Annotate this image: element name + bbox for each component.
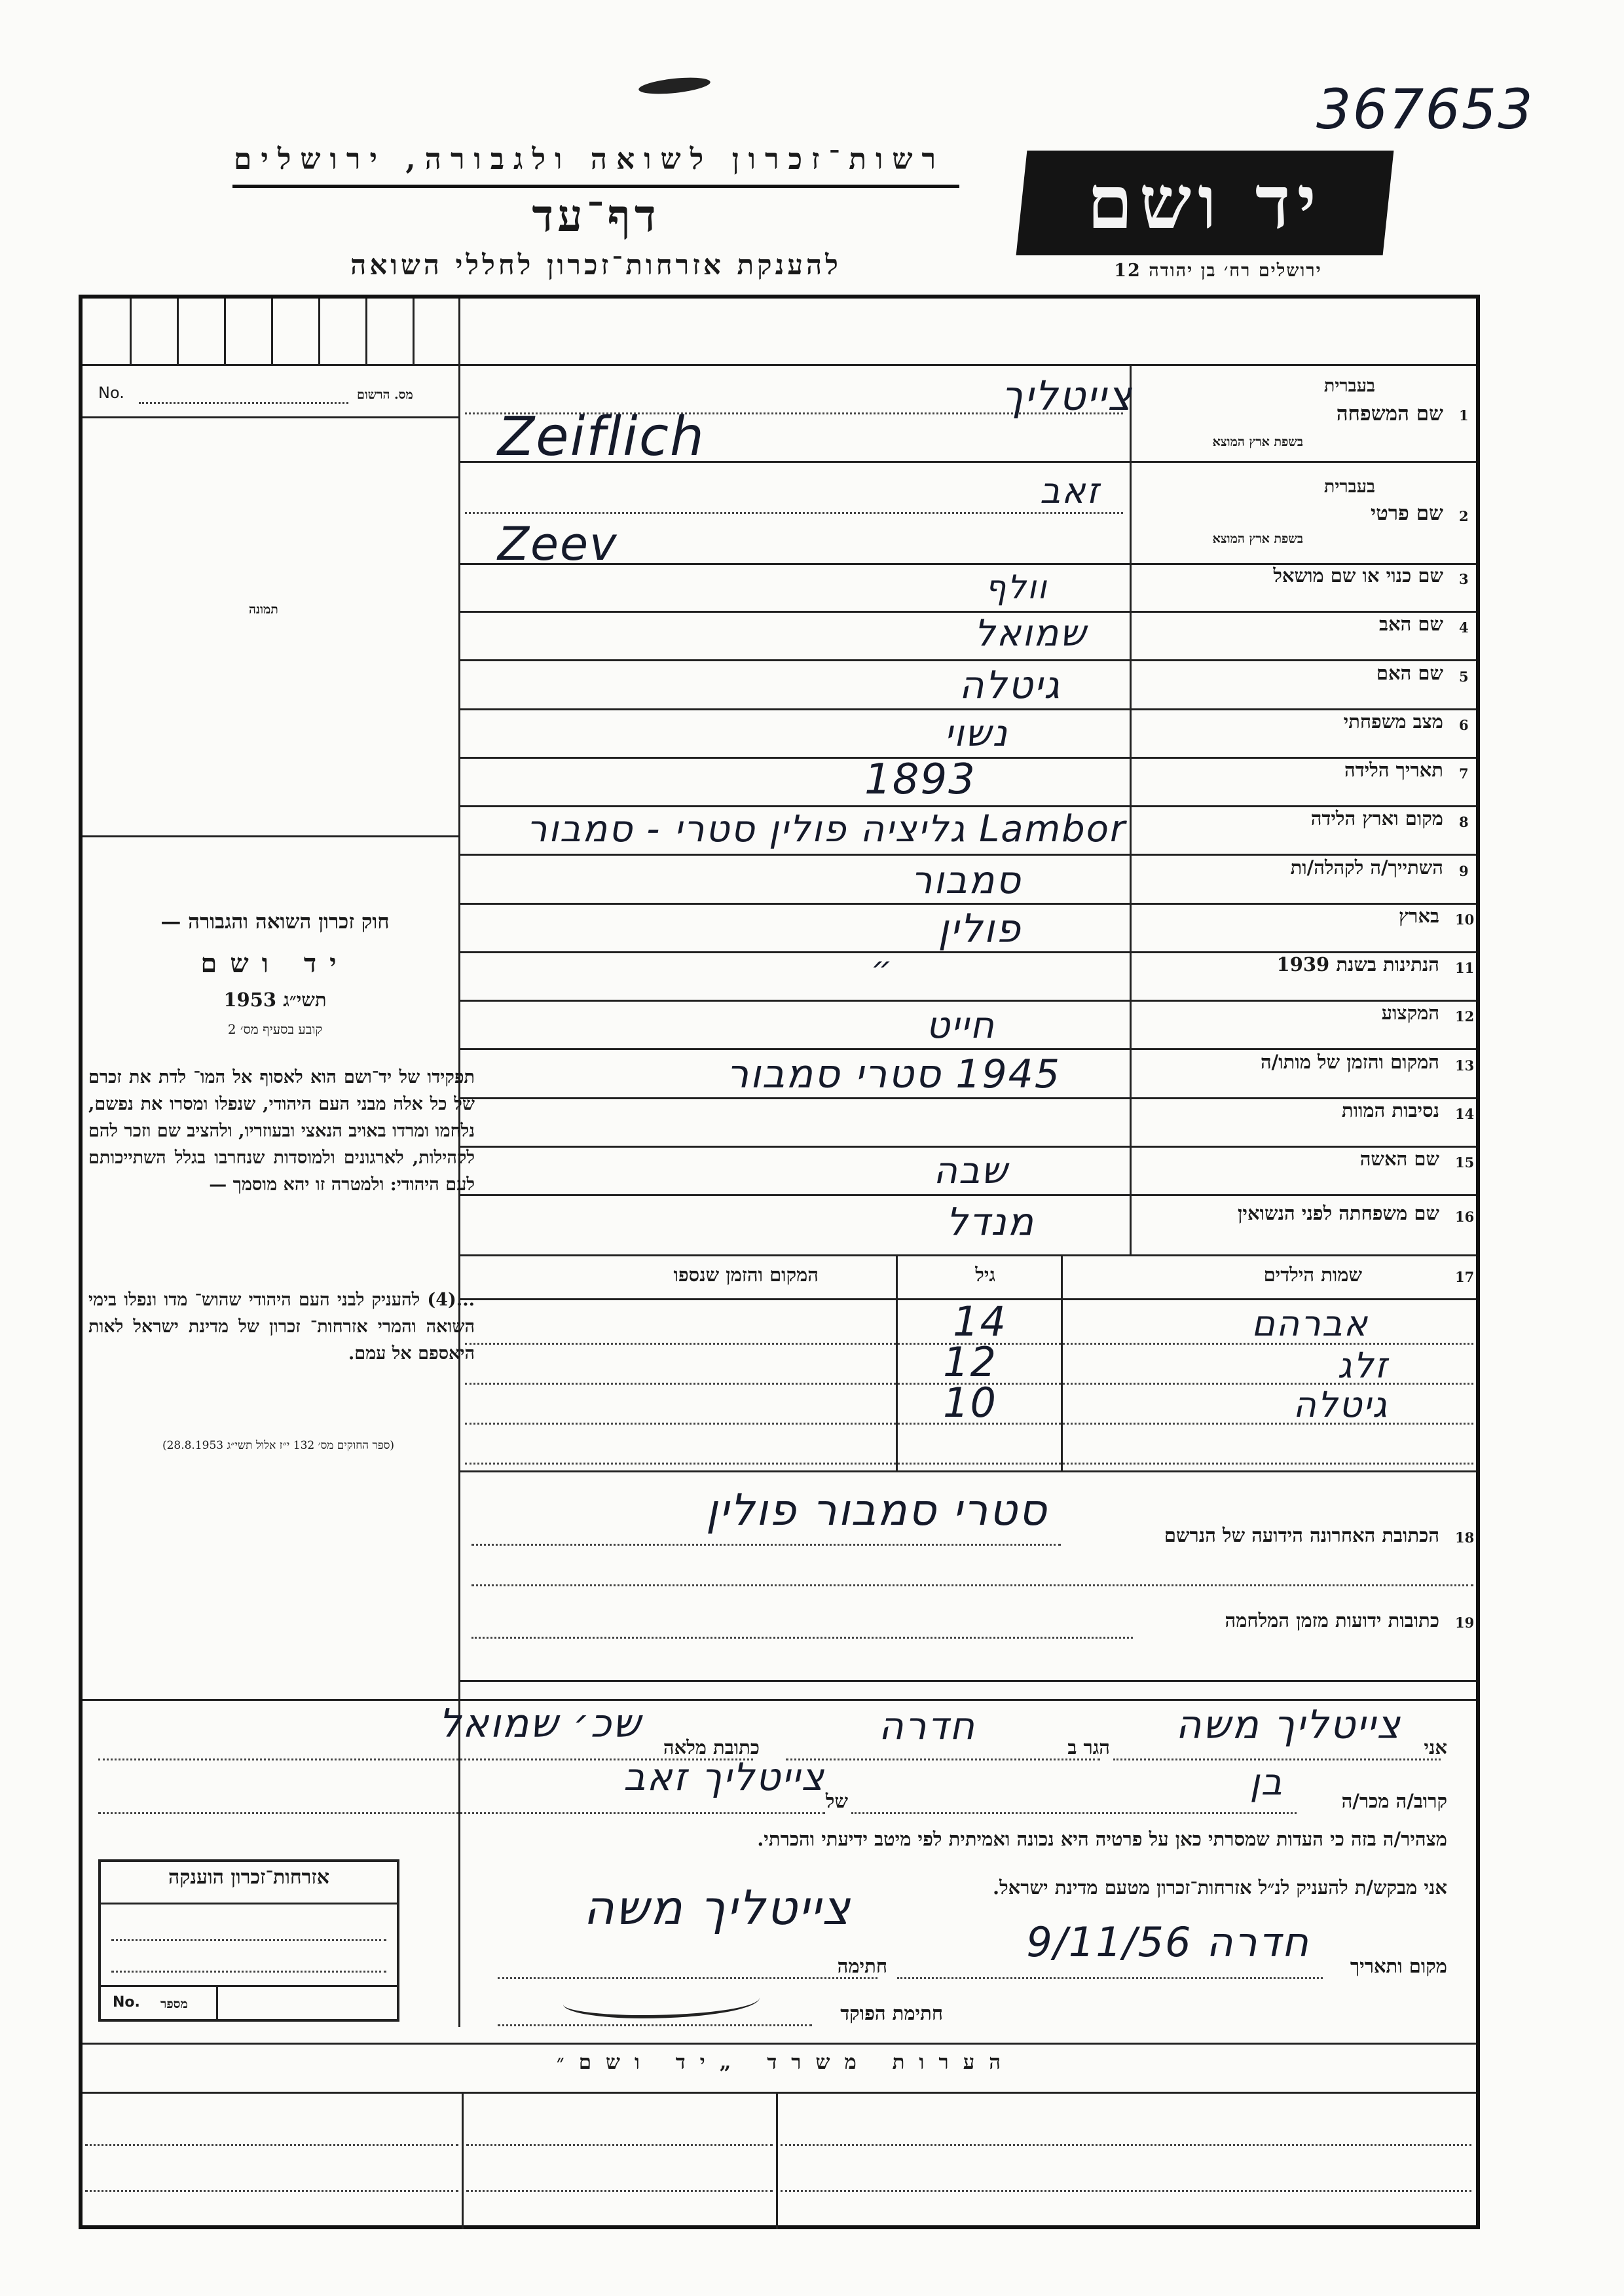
field-8-number: 8 (1459, 814, 1469, 830)
field-13-number: 13 (1455, 1057, 1475, 1074)
lower-left-divider (462, 2092, 464, 2229)
field-2-label: שם פרטי (1370, 501, 1443, 525)
top-scribble (638, 75, 711, 96)
field-1-origin-label: בשפת ארץ המוצא (1212, 435, 1303, 449)
field-10-number: 10 (1455, 911, 1475, 928)
stamp-title: אזרחות־זכרון הוענקה (168, 1866, 330, 1889)
declaration-request: אני מבקש/ת להעניק לנ״ל אזרחות־זכרון מטעם מדינת ישראל. (993, 1876, 1447, 1899)
field-14-number: 14 (1455, 1106, 1475, 1122)
field-2-hebrew-label: בעברית (1323, 477, 1375, 497)
field-11-number: 11 (1455, 960, 1475, 976)
yad-vashem-logo (1016, 151, 1394, 255)
field-5-label: שם האם (1376, 662, 1443, 684)
wife-name-value[interactable]: שבה (933, 1150, 1008, 1192)
last-address-value[interactable]: סטרי סמבור פולין (705, 1485, 1048, 1535)
relative-label: קרוב/ה מכר/ה (1341, 1790, 1447, 1812)
field-1-hebrew-label: בעברית (1323, 376, 1375, 396)
field-6-label: מצב משפחתי (1343, 710, 1443, 733)
field-16-label: שם משפחתה לפני הנשואין (1238, 1202, 1439, 1224)
field-1-number: 1 (1459, 407, 1469, 424)
office-notes-header: הערות משרד „יד ושם״ (556, 2050, 1016, 2074)
field-14-label: נסיבות המוות (1341, 1099, 1439, 1121)
nickname-value[interactable]: וולף (985, 568, 1048, 606)
birth-place-value[interactable]: Lambor גליציה פולין סטרי - סמבור (526, 808, 1126, 850)
field-1-label: שם המשפחה (1336, 402, 1443, 426)
photo-box-bottom (83, 835, 458, 837)
declarant-name[interactable]: צייטליך משה (1175, 1702, 1401, 1748)
marital-status-value[interactable]: נשוי (944, 712, 1008, 755)
law-year: תשי״ג 1953 (223, 989, 327, 1011)
child-1-age[interactable]: 14 (953, 1298, 1007, 1345)
law-text-1: תפקידו של יד־ושם הוא לאסוף אל המו־ לדת את זכרם של כל אלה מבני העם היהודי, שנפלו ומסרו את נפשם, נלחמו ומרדו באויב הנאצי ובעוזריו, ולהציב שם וזכר להם לקהילות, לארגונים ולמוסדות שנחרבו בגלל השתייכותם לעם היהודי: ולמטרה זו יהא מוסמך — (88, 1067, 475, 1195)
logo-text: יד ושם (1086, 160, 1323, 246)
lower-mid-divider (776, 2092, 778, 2229)
birth-date-value[interactable]: 1893 (864, 756, 976, 804)
officer-signature-label: חתימת הפוקד (840, 2002, 943, 2024)
last-address-label: הכתובת האחרונה הידועה של הנרשם (1164, 1524, 1439, 1546)
field-7-number: 7 (1459, 765, 1469, 782)
field-13-label: המקום והזמן של מותו/ה (1260, 1051, 1439, 1073)
law-section: קובע בסעיף מס׳ 2 (227, 1021, 323, 1037)
authority-line: רשות־זכרון לשואה ולגבורה, ירושלים (233, 143, 946, 176)
form-subtitle: להענקת אזרחות־זכרון לחללי השואה (350, 249, 841, 281)
field-3-number: 3 (1459, 571, 1469, 587)
field-10-label: בארץ (1399, 905, 1439, 927)
field-5-number: 5 (1459, 668, 1469, 685)
place-date-label: מקום ותאריך (1350, 1955, 1447, 1977)
declarant-city[interactable]: חדרה (878, 1704, 976, 1748)
declarant-signature[interactable]: צייטליך משה (583, 1880, 851, 1935)
field-4-label: שם האב (1378, 613, 1443, 635)
field-17-number: 17 (1455, 1269, 1475, 1285)
field-12-label: המקצוע (1381, 1002, 1439, 1024)
mother-name-value[interactable]: גיטלה (959, 663, 1061, 707)
field-19-number: 19 (1455, 1614, 1475, 1631)
stamp-number-label: מספר (160, 1997, 188, 2011)
field-15-number: 15 (1455, 1154, 1475, 1171)
field-11-label: הנתינות בשנת 1939 (1276, 953, 1439, 975)
firstname-hebrew-value[interactable]: זאב (1039, 470, 1100, 511)
community-value[interactable]: סמבור (910, 858, 1022, 902)
declaration-ani: אני (1424, 1736, 1447, 1758)
child-2-age[interactable]: 12 (943, 1338, 997, 1386)
field-2-number: 2 (1459, 508, 1469, 524)
surname-latin-value[interactable]: Zeiflich (498, 406, 705, 468)
document-number: 367653 (1316, 77, 1534, 141)
death-place-value[interactable]: 1945 סטרי סמבור (726, 1051, 1061, 1097)
signature-label: חתימה (837, 1955, 887, 1977)
field-4-number: 4 (1459, 619, 1469, 636)
declaration-statement: מצהיר/ה בזה כי העדות שמסרתי כאן על פרטיה היא נכונה ואמיתית לפי מיטב ידיעתי והכרתי. (757, 1828, 1447, 1850)
law-name: יד ושם (200, 948, 350, 979)
authority-underline (232, 185, 959, 188)
declarant-address[interactable]: שכ׳ שמואל (438, 1701, 642, 1747)
field-16-number: 16 (1455, 1209, 1475, 1225)
field-6-number: 6 (1459, 717, 1469, 733)
child-2-name[interactable]: זלג (1337, 1345, 1388, 1386)
reg-no-label: מס. הרשום (357, 388, 413, 402)
children-age-header: גיל (975, 1264, 995, 1286)
field-15-label: שם האשה (1359, 1148, 1439, 1170)
law-heading: חוק זכרון השואה והגבורה — (160, 910, 390, 934)
label-column-divider (1130, 364, 1132, 1254)
country-value[interactable]: פולין (938, 906, 1022, 952)
top-strip-bottom (83, 364, 1476, 366)
logo-address: ירושלים רח׳ בן יהודה 12 (1114, 261, 1322, 281)
field-3-label: שם כנוי או שם מושאל (1273, 564, 1443, 587)
of-label: של (825, 1790, 848, 1812)
full-address-label: כתובת מלאה (663, 1736, 760, 1758)
photo-box-top (83, 416, 458, 418)
field-7-label: תאריך הלידה (1344, 759, 1443, 781)
law-text-2: ...(4) להעניק לבני העם היהודי שהוש־ מדו ונפלו בימי השואה והמרי אזרחות־ זכרון של מדינת ישראל לאות היאספם אל עמם. (88, 1290, 475, 1364)
children-names-header: שמות הילדים (1263, 1264, 1362, 1286)
field-12-number: 12 (1455, 1008, 1475, 1025)
field-9-label: השתייך/ה לקהלה/ות (1290, 856, 1443, 879)
field-9-number: 9 (1459, 863, 1469, 879)
resides-label: הגר ב (1067, 1736, 1110, 1758)
form-title: דף־עד (532, 190, 660, 242)
reg-no-prefix: No. (98, 384, 124, 402)
photo-label: תמונה (249, 602, 278, 617)
profession-value[interactable]: חייט (926, 1004, 995, 1047)
field-8-label: מקום וארץ הלידה (1310, 807, 1443, 829)
of-name-value[interactable]: צייטליך זאב (623, 1755, 825, 1799)
nationality-value[interactable]: ״ (871, 949, 894, 987)
child-1-name[interactable]: אברהם (1251, 1303, 1369, 1344)
stamp-number-prefix: No. (113, 1994, 140, 2011)
surname-hebrew-value[interactable]: צייטליך (1001, 372, 1133, 420)
field-18-number: 18 (1455, 1529, 1475, 1546)
child-3-age[interactable]: 10 (943, 1379, 997, 1427)
wartime-addresses-label: כתובות ידועות מזמן המלחמה (1225, 1609, 1439, 1631)
children-place-header: המקום והזמן שנספו (673, 1264, 819, 1286)
child-3-name[interactable]: גיטלה (1293, 1384, 1388, 1425)
wife-maiden-name-value[interactable]: מנדל (946, 1199, 1035, 1244)
place-date-value[interactable]: חדרה 9/11/56 (1026, 1918, 1310, 1966)
firstname-latin-value[interactable]: Zeev (498, 517, 618, 571)
relation-value[interactable]: בן (1249, 1761, 1283, 1804)
father-name-value[interactable]: שמואל (974, 612, 1087, 655)
law-reference: (ספר החוקים מס׳ 132 י״ז אלול תשי״ג 28.8.1953) (162, 1439, 395, 1452)
field-2-origin-label: בשפת ארץ המוצא (1212, 532, 1303, 546)
